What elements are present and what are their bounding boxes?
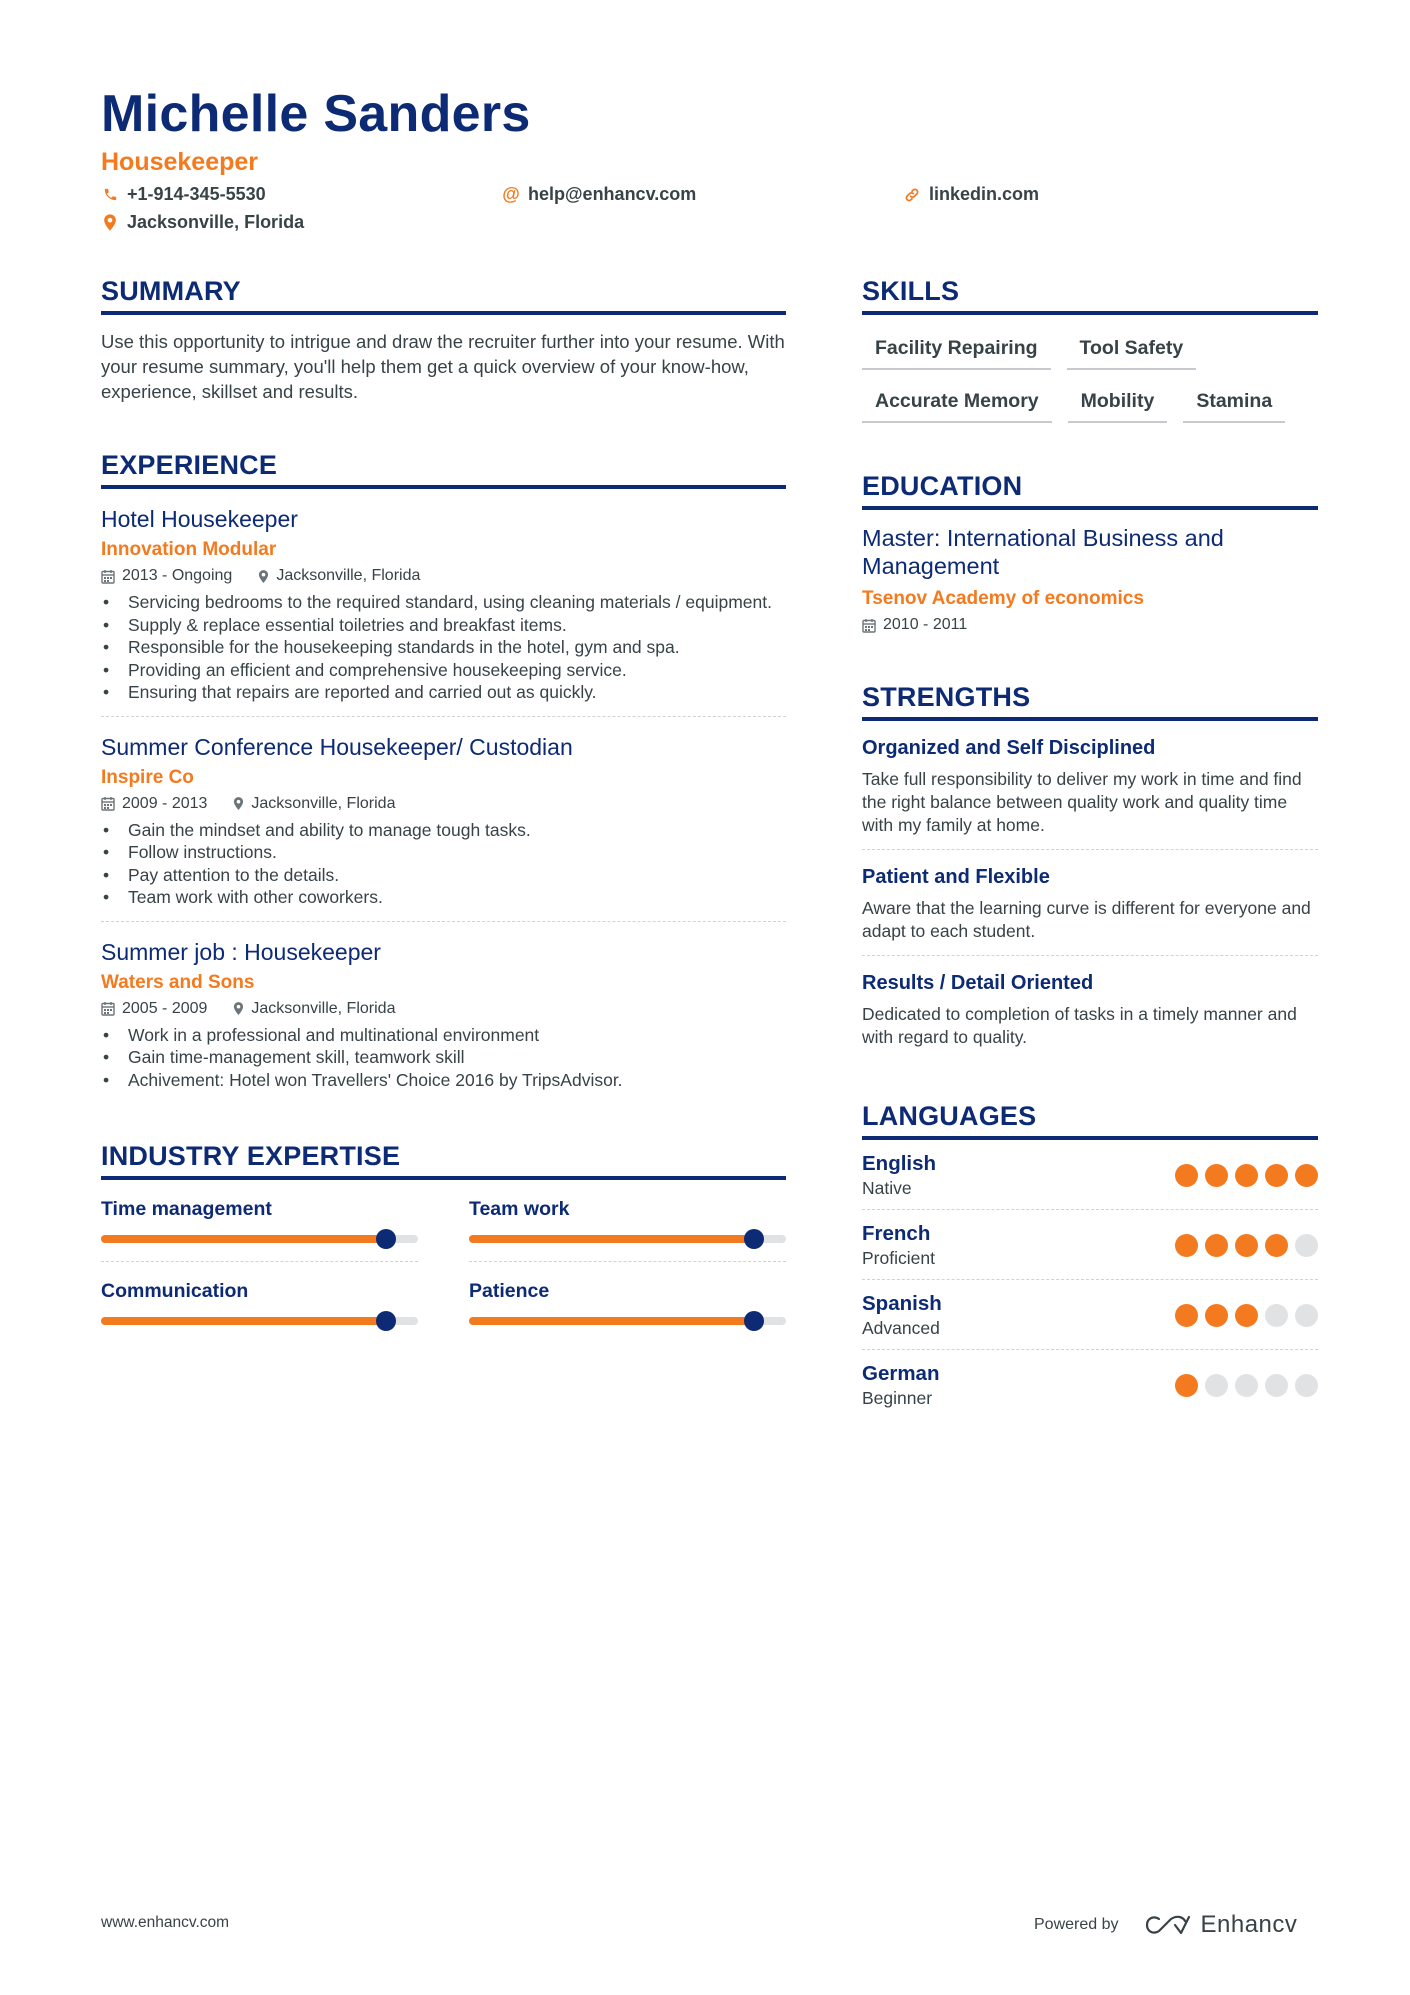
expertise-label: Communication (101, 1280, 249, 1302)
job-entry (101, 922, 786, 1104)
job-dates (101, 1000, 207, 1018)
job-entry (101, 717, 786, 922)
rating-dot-empty (1265, 1374, 1288, 1397)
job-bullets (101, 591, 786, 704)
summary-section (101, 276, 786, 404)
expertise-item (469, 1276, 786, 1343)
right-column (862, 276, 1318, 1419)
skill-tag: Facility Repairing (862, 331, 1051, 370)
education-dates (862, 616, 967, 634)
job-meta (101, 1000, 786, 1018)
strength-title: Organized and Self Disciplined (862, 737, 1156, 759)
strength-item (862, 850, 1318, 956)
brand-logo[interactable] (1145, 1911, 1298, 1939)
bullet-item: • Ensuring that repairs are reported and carried out as quickly. (101, 681, 786, 704)
bullet-item: • Team work with other coworkers. (101, 886, 786, 909)
candidate-role: Housekeeper (101, 148, 259, 176)
languages-section (862, 1101, 1318, 1419)
skills-list (862, 331, 1318, 423)
phone-icon (101, 186, 119, 204)
bullet-item: • Achivement: Hotel won Travellers' Choice 2016 by TripsAdvisor. (101, 1069, 786, 1092)
language-name: French (862, 1222, 931, 1245)
expertise-section (101, 1141, 786, 1343)
education-degree: Master: International Business and Management (862, 525, 1224, 579)
contact-phone[interactable] (101, 184, 266, 205)
rating-dot-empty (1265, 1304, 1288, 1327)
rating-dot-empty (1295, 1374, 1318, 1397)
rating-dot-empty (1205, 1374, 1228, 1397)
rating-dot-filled (1235, 1234, 1258, 1257)
expertise-bar-fill (101, 1235, 386, 1243)
expertise-item (101, 1276, 418, 1343)
rating-dot-filled (1175, 1304, 1198, 1327)
summary-heading: SUMMARY (101, 276, 786, 315)
at-icon: @ (502, 184, 520, 204)
expertise-item (469, 1194, 786, 1262)
job-dates (101, 567, 232, 585)
language-item (862, 1350, 1318, 1419)
strength-item (862, 721, 1318, 850)
location-text: Jacksonville, Florida (127, 212, 305, 232)
language-item (862, 1280, 1318, 1350)
rating-dot-empty (1295, 1304, 1318, 1327)
rating-dot-filled (1175, 1164, 1198, 1187)
job-bullets (101, 819, 786, 909)
strength-item (862, 956, 1318, 1061)
calendar-icon (101, 796, 115, 811)
language-name: Spanish (862, 1292, 942, 1315)
skills-section (862, 276, 1318, 423)
job-dates (101, 795, 207, 813)
strengths-heading: STRENGTHS (862, 682, 1318, 721)
expertise-bar (469, 1317, 786, 1325)
skill-tag: Mobility (1068, 384, 1168, 423)
language-level: Native (862, 1178, 912, 1198)
language-item (862, 1140, 1318, 1210)
bullet-item: • Responsible for the housekeeping standards in the hotel, gym and spa. (101, 636, 786, 659)
language-rating (1175, 1374, 1318, 1397)
location-pin-icon (233, 796, 244, 811)
bullet-item: • Gain time-management skill, teamwork skill (101, 1046, 786, 1069)
rating-dot-filled (1175, 1374, 1198, 1397)
strengths-section (862, 682, 1318, 1061)
rating-dot-filled (1235, 1164, 1258, 1187)
job-title: Summer job : Housekeeper (101, 938, 381, 965)
bullet-item: • Gain the mindset and ability to manage tough tasks. (101, 819, 786, 842)
location-pin-icon (101, 214, 119, 232)
bullet-item: • Supply & replace essential toiletries and breakfast items. (101, 614, 786, 637)
education-school: Tsenov Academy of economics (862, 588, 1144, 609)
expertise-bar (101, 1317, 418, 1325)
strength-text: Take full responsibility to deliver my work in time and find the right balance between quality work and quality time with my family at home. (862, 769, 1302, 835)
job-meta (101, 567, 786, 585)
job-location-text: Jacksonville, Florida (276, 567, 421, 584)
expertise-bar-fill (469, 1235, 754, 1243)
linkedin-text: linkedin.com (929, 184, 1040, 204)
rating-dot-filled (1235, 1304, 1258, 1327)
expertise-bar-fill (101, 1317, 386, 1325)
language-rating (1175, 1234, 1318, 1257)
strength-title: Patient and Flexible (862, 866, 1050, 888)
language-level: Proficient (862, 1248, 935, 1268)
expertise-label: Patience (469, 1280, 550, 1302)
expertise-bar-knob (376, 1229, 396, 1249)
calendar-icon (101, 569, 115, 584)
candidate-name: Michelle Sanders (101, 85, 531, 143)
expertise-label: Team work (469, 1198, 570, 1220)
skill-tag: Tool Safety (1067, 331, 1197, 370)
skills-heading: SKILLS (862, 276, 1318, 315)
languages-heading: LANGUAGES (862, 1101, 1318, 1140)
expertise-grid (101, 1194, 786, 1343)
expertise-bar-knob (744, 1229, 764, 1249)
rating-dot-empty (1295, 1234, 1318, 1257)
bullet-item: • Follow instructions. (101, 841, 786, 864)
education-heading: EDUCATION (862, 471, 1318, 510)
contact-email[interactable] (502, 184, 696, 205)
calendar-icon (862, 618, 876, 633)
job-location (233, 1000, 395, 1018)
job-location-text: Jacksonville, Florida (251, 999, 396, 1017)
job-bullets (101, 1024, 786, 1092)
expertise-bar-knob (744, 1311, 764, 1331)
footer-powered (1034, 1911, 1297, 1939)
education-meta (862, 616, 1318, 634)
expertise-heading: INDUSTRY EXPERTISE (101, 1141, 786, 1180)
job-entry (101, 489, 786, 717)
strength-text: Dedicated to completion of tasks in a timely manner and with regard to quality. (862, 1004, 1297, 1047)
summary-text: Use this opportunity to intrigue and draw the recruiter further into your resume. With your resume summary, you'll help them get a quick overview of your know-how, experience, skillset and results. (101, 331, 785, 402)
enhancv-logo-icon (1145, 1913, 1191, 1937)
calendar-icon (101, 1001, 115, 1016)
job-dates-text: 2009 - 2013 (122, 794, 208, 812)
rating-dot-filled (1205, 1304, 1228, 1327)
bullet-item: • Work in a professional and multinational environment (101, 1024, 786, 1047)
email-text: help@enhancv.com (528, 184, 697, 204)
skill-tag: Accurate Memory (862, 384, 1052, 423)
job-title: Summer Conference Housekeeper/ Custodian (101, 733, 573, 760)
rating-dot-filled (1205, 1164, 1228, 1187)
job-meta (101, 795, 786, 813)
education-dates-text: 2010 - 2011 (883, 616, 968, 633)
experience-section (101, 450, 786, 1103)
rating-dot-empty (1235, 1374, 1258, 1397)
link-icon (903, 186, 921, 204)
bullet-item: • Pay attention to the details. (101, 864, 786, 887)
rating-dot-filled (1295, 1164, 1318, 1187)
contact-linkedin[interactable] (903, 184, 1039, 205)
job-location (258, 567, 420, 585)
language-level: Beginner (862, 1388, 933, 1408)
brand-name: Enhancv (1200, 1911, 1298, 1938)
rating-dot-filled (1175, 1234, 1198, 1257)
rating-dot-filled (1205, 1234, 1228, 1257)
footer-url[interactable]: www.enhancv.com (101, 1914, 230, 1931)
left-column (101, 276, 786, 1343)
experience-heading: EXPERIENCE (101, 450, 786, 489)
job-company: Innovation Modular (101, 539, 277, 560)
job-company: Waters and Sons (101, 971, 255, 993)
job-dates-text: 2013 - Ongoing (122, 567, 233, 584)
contact-location (101, 212, 304, 233)
language-name: German (862, 1362, 940, 1385)
language-rating (1175, 1164, 1318, 1187)
language-level: Advanced (862, 1318, 940, 1338)
location-pin-icon (233, 1001, 244, 1016)
job-company: Inspire Co (101, 766, 194, 788)
strength-title: Results / Detail Oriented (862, 972, 1094, 994)
expertise-item (101, 1194, 418, 1262)
rating-dot-filled (1265, 1234, 1288, 1257)
bullet-item: • Providing an efficient and comprehensive housekeeping service. (101, 659, 786, 682)
job-location-text: Jacksonville, Florida (251, 794, 396, 812)
powered-by-text: Powered by (1034, 1916, 1119, 1933)
skill-tag: Stamina (1183, 384, 1285, 423)
expertise-label: Time management (101, 1198, 272, 1220)
phone-text: +1-914-345-5530 (127, 184, 266, 204)
job-location (233, 795, 395, 813)
language-rating (1175, 1304, 1318, 1327)
expertise-bar (101, 1235, 418, 1243)
expertise-bar-fill (469, 1317, 754, 1325)
rating-dot-filled (1265, 1164, 1288, 1187)
job-title: Hotel Housekeeper (101, 506, 298, 532)
language-item (862, 1210, 1318, 1280)
education-section (862, 471, 1318, 634)
strength-text: Aware that the learning curve is different for everyone and adapt to each student. (862, 898, 1311, 941)
expertise-bar-knob (376, 1311, 396, 1331)
expertise-bar (469, 1235, 786, 1243)
bullet-item: • Servicing bedrooms to the required standard, using cleaning materials / equipment. (101, 591, 786, 614)
language-name: English (862, 1152, 937, 1175)
location-pin-icon (258, 569, 269, 584)
job-dates-text: 2005 - 2009 (122, 999, 208, 1017)
